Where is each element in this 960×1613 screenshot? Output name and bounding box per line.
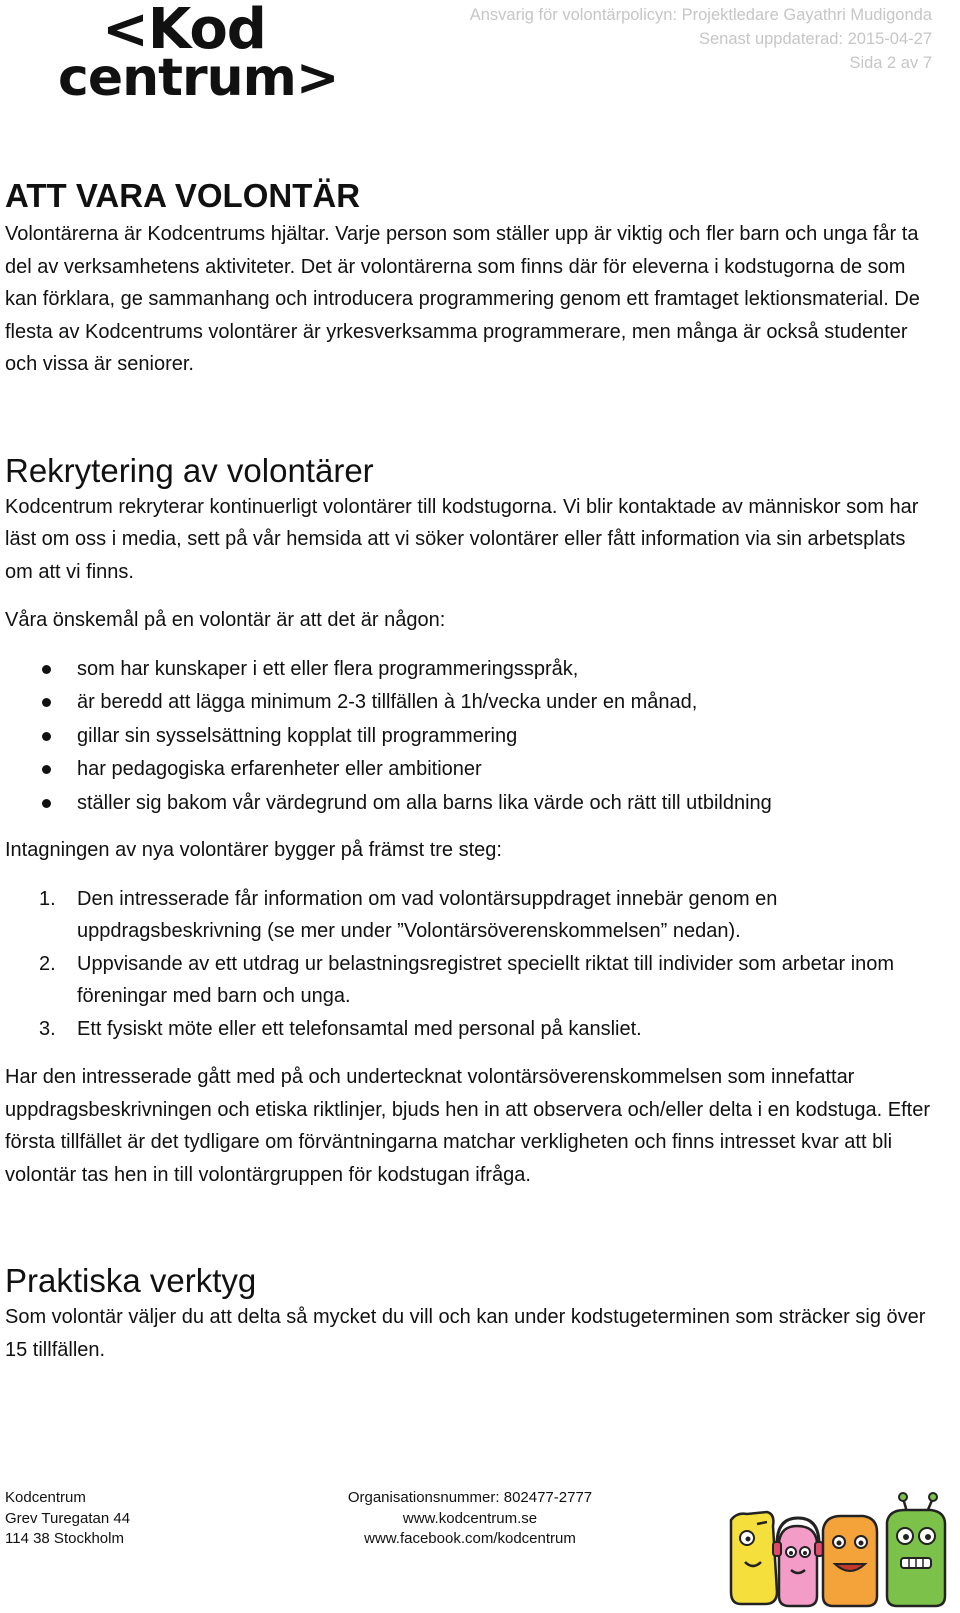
- list-item: är beredd att lägga minimum 2-3 tillfällen à 1h/vecka under en månad,: [5, 686, 935, 720]
- step-text: Uppvisande av ett utdrag ur belastningsregistret speciellt riktat till individer som arbetar inom föreningar med barn och unga.: [77, 952, 895, 1007]
- steps-intro: Intagningen av nya volontärer bygger på främst tre steg:: [5, 839, 502, 861]
- list-item: [5, 948, 935, 1013]
- yellow-mascot-icon: [731, 1512, 777, 1604]
- bullet-icon: [42, 665, 51, 674]
- wishes-intro: Våra önskemål på en volontär är att det är någon:: [5, 609, 446, 631]
- section-title-praktiska-verktyg: Praktiska verktyg: [5, 1262, 257, 1299]
- list-item: ställer sig bakom vår värdegrund om alla barns lika värde och rätt till utbildning: [5, 787, 935, 821]
- list-item: har pedagogiska erfarenheter eller ambitioner: [5, 753, 935, 787]
- steps-list: [5, 883, 935, 1046]
- intro-paragraph: Volontärerna är Kodcentrums hjältar. Varje person som ställer upp är viktig och fler barn och unga får ta del av verksamhetens aktiviteter. Det är volontärerna som finns där för eleverna i kodstugorna de som kan förklara, ge sammanhang och introducera programmering genom ett framtaget lektionsmaterial. De flesta av Kodcentrums volontärer är yrkesverksamma programmerare, men många är också studenter och vissa är seniorer.: [5, 223, 920, 375]
- bullet-icon: [42, 765, 51, 774]
- logo-text-line1: <Kod: [102, 0, 266, 62]
- footer-org: Kodcentrum: [5, 1489, 86, 1506]
- footer-contact: [345, 1488, 595, 1550]
- footer-street: Grev Turegatan 44: [5, 1509, 131, 1527]
- list-item: [5, 1013, 935, 1046]
- step-number: 2.: [39, 952, 56, 975]
- section-title-rekrytering: Rekrytering av volontärer: [5, 451, 374, 489]
- list-item: som har kunskaper i ett eller flera programmeringsspråk,: [5, 653, 935, 687]
- step-number: 1.: [39, 887, 56, 910]
- responsible-line: Ansvarig för volontärpolicyn: Projektledare Gayathri Mudigonda: [469, 6, 932, 24]
- green-mascot-icon: [887, 1493, 945, 1606]
- updated-line: Senast uppdaterad: 2015-04-27: [698, 30, 932, 48]
- bullet-icon: [42, 799, 51, 808]
- kodcentrum-logo: [58, 0, 339, 108]
- bullet-icon: [42, 732, 51, 741]
- recruitment-paragraph: Kodcentrum rekryterar kontinuerligt volontärer till kodstugorna. Vi blir kontaktade av människor som har läst om oss i media, sett på vår hemsida att vi söker volontärer eller fått information via sin arbetsplats om att vi finns.: [5, 495, 919, 583]
- page-number: Sida 2 av 7: [849, 54, 932, 72]
- step-text: Ett fysiskt möte eller ett telefonsamtal med personal på kansliet.: [77, 1017, 642, 1040]
- list-item: [5, 883, 935, 948]
- wishes-list: [5, 653, 935, 821]
- after-paragraph: Har den intresserade gått med på och undertecknat volontärsöverenskommelsen som innefattar uppdragsbeskrivningen och etiska riktlinjer, bjuds hen in att observera och/eller delta i en kodstuga. Efter första tillfället är det tydligare om förväntningarna matchar verkligheten och finns intresset kvar att bli volontär tas hen in till volontärgruppen för kodstugan ifråga.: [5, 1066, 930, 1186]
- list-item: gillar sin sysselsättning kopplat till programmering: [5, 720, 935, 754]
- header-meta: [470, 3, 932, 75]
- step-text: Den intresserade får information om vad volontärsuppdraget innebär genom en uppdragsbeskrivning (se mer under ”Volontärsöverenskommelsen” nedan).: [77, 887, 778, 942]
- footer-address: [5, 1488, 130, 1550]
- logo-text-line2: centrum>: [58, 48, 339, 108]
- footer-orgnr: Organisationsnummer: 802477-2777: [347, 1489, 593, 1506]
- orange-mascot-icon: [823, 1516, 877, 1606]
- mascots-illustration: [727, 1492, 949, 1610]
- footer-web-link[interactable]: www.kodcentrum.se: [402, 1509, 538, 1527]
- footer-facebook-link[interactable]: www.facebook.com/kodcentrum: [364, 1530, 576, 1547]
- footer-city: 114 38 Stockholm: [5, 1530, 124, 1547]
- pink-mascot-icon: [773, 1518, 823, 1606]
- step-number: 3.: [39, 1017, 56, 1040]
- bullet-icon: [42, 698, 51, 707]
- document-body: [5, 176, 935, 1366]
- practical-paragraph: Som volontär väljer du att delta så mycket du vill och kan under kodstugeterminen som sträcker sig över 15 tillfällen.: [5, 1306, 926, 1361]
- section-title-att-vara-volontar: ATT VARA VOLONTÄR: [5, 177, 361, 214]
